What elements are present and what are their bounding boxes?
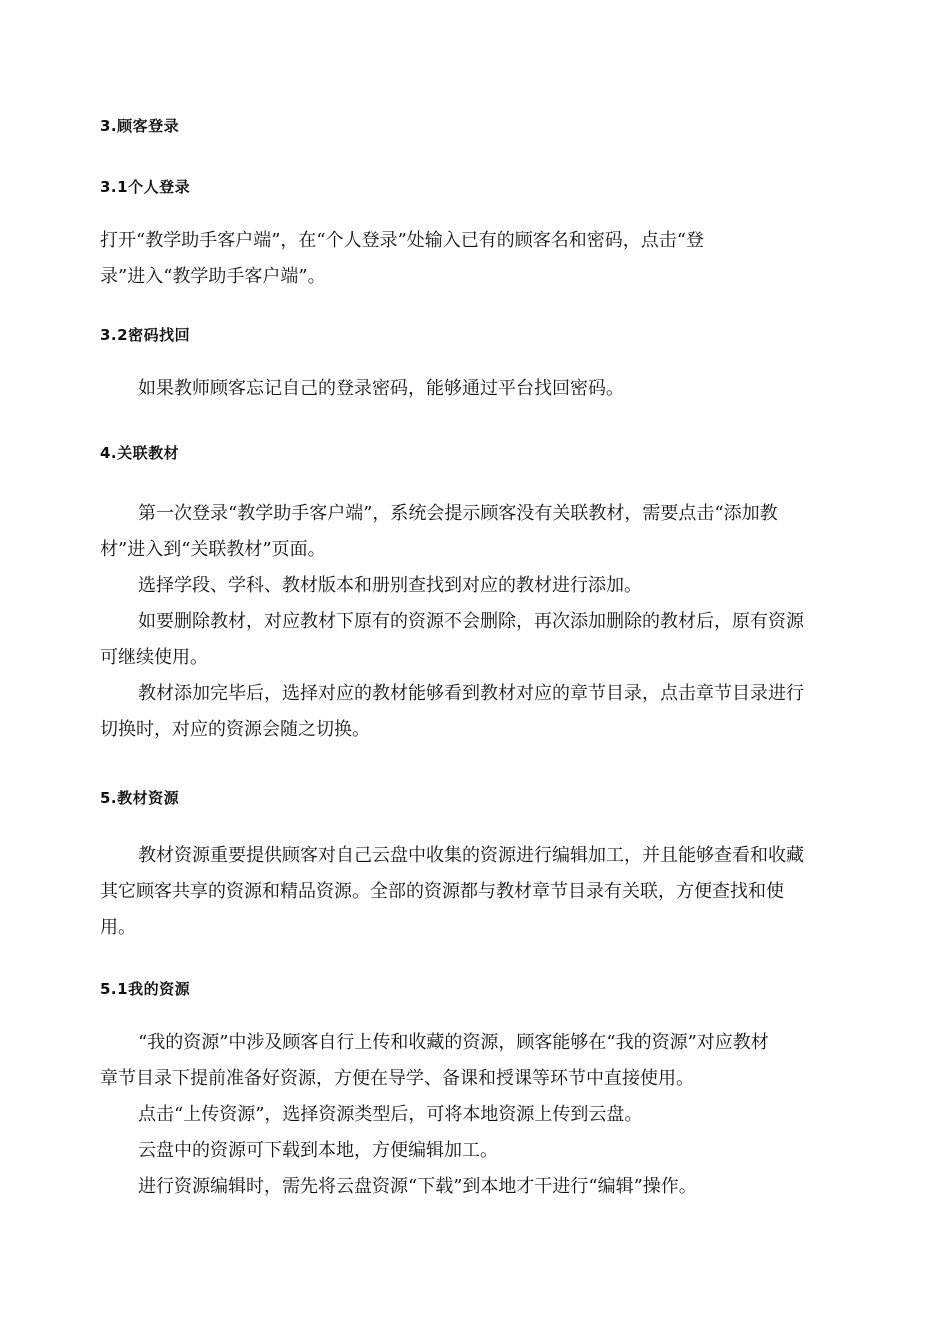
- heading-5-1: 5.1我的资源: [100, 980, 191, 998]
- paragraph-line: 教材资源重要提供顾客对自己云盘中收集的资源进行编辑加工，并且能够查看和收藏: [138, 845, 804, 866]
- heading-3-1: 3.1个人登录: [100, 178, 191, 196]
- paragraph-3-2: [100, 371, 852, 407]
- paragraph-line: 打开“教学助手客户端”，在“个人登录”处输入已有的顾客名和密码，点击“登: [100, 230, 705, 251]
- paragraph-line: 可继续使用。: [100, 647, 208, 668]
- paragraph-line: 云盘中的资源可下载到本地，方便编辑加工。: [138, 1140, 498, 1161]
- paragraph-line: 章节目录下提前准备好资源，方便在导学、备课和授课等环节中直接使用。: [100, 1068, 694, 1089]
- heading-4: 4.关联教材: [100, 444, 180, 462]
- paragraph-4-1: [100, 496, 852, 748]
- heading-5: 5.教材资源: [100, 789, 180, 807]
- paragraph-line: 如果教师顾客忘记自己的登录密码，能够通过平台找回密码。: [138, 378, 624, 399]
- paragraph-5-1: [100, 1025, 852, 1205]
- paragraph-line: 如要删除教材，对应教材下原有的资源不会删除，再次添加删除的教材后，原有资源: [138, 611, 804, 632]
- heading-3: 3.顾客登录: [100, 117, 180, 135]
- heading-3-2: 3.2密码找回: [100, 326, 191, 344]
- paragraph-line: 其它顾客共享的资源和精品资源。全部的资源都与教材章节目录有关联，方便查找和使: [100, 881, 784, 902]
- paragraph-line: 录”进入“教学助手客户端”。: [100, 266, 326, 287]
- paragraph-line: 点击“上传资源”，选择资源类型后，可将本地资源上传到云盘。: [138, 1104, 643, 1125]
- paragraph-line: 切换时，对应的资源会随之切换。: [100, 719, 370, 740]
- paragraph-line: 第一次登录“教学助手客户端”，系统会提示顾客没有关联教材，需要点击“添加教: [138, 503, 778, 524]
- paragraph-3-1: [100, 223, 852, 295]
- paragraph-line: “我的资源”中涉及顾客自行上传和收藏的资源，顾客能够在“我的资源”对应教材: [138, 1032, 769, 1053]
- paragraph-line: 教材添加完毕后，选择对应的教材能够看到教材对应的章节目录，点击章节目录进行: [138, 683, 804, 704]
- paragraph-5: [100, 838, 852, 946]
- paragraph-line: 进行资源编辑时，需先将云盘资源“下载”到本地才干进行“编辑”操作。: [138, 1176, 697, 1197]
- paragraph-line: 用。: [100, 917, 136, 938]
- paragraph-line: 选择学段、学科、教材版本和册别查找到对应的教材进行添加。: [138, 575, 642, 596]
- paragraph-line: 材”进入到“关联教材”页面。: [100, 539, 326, 560]
